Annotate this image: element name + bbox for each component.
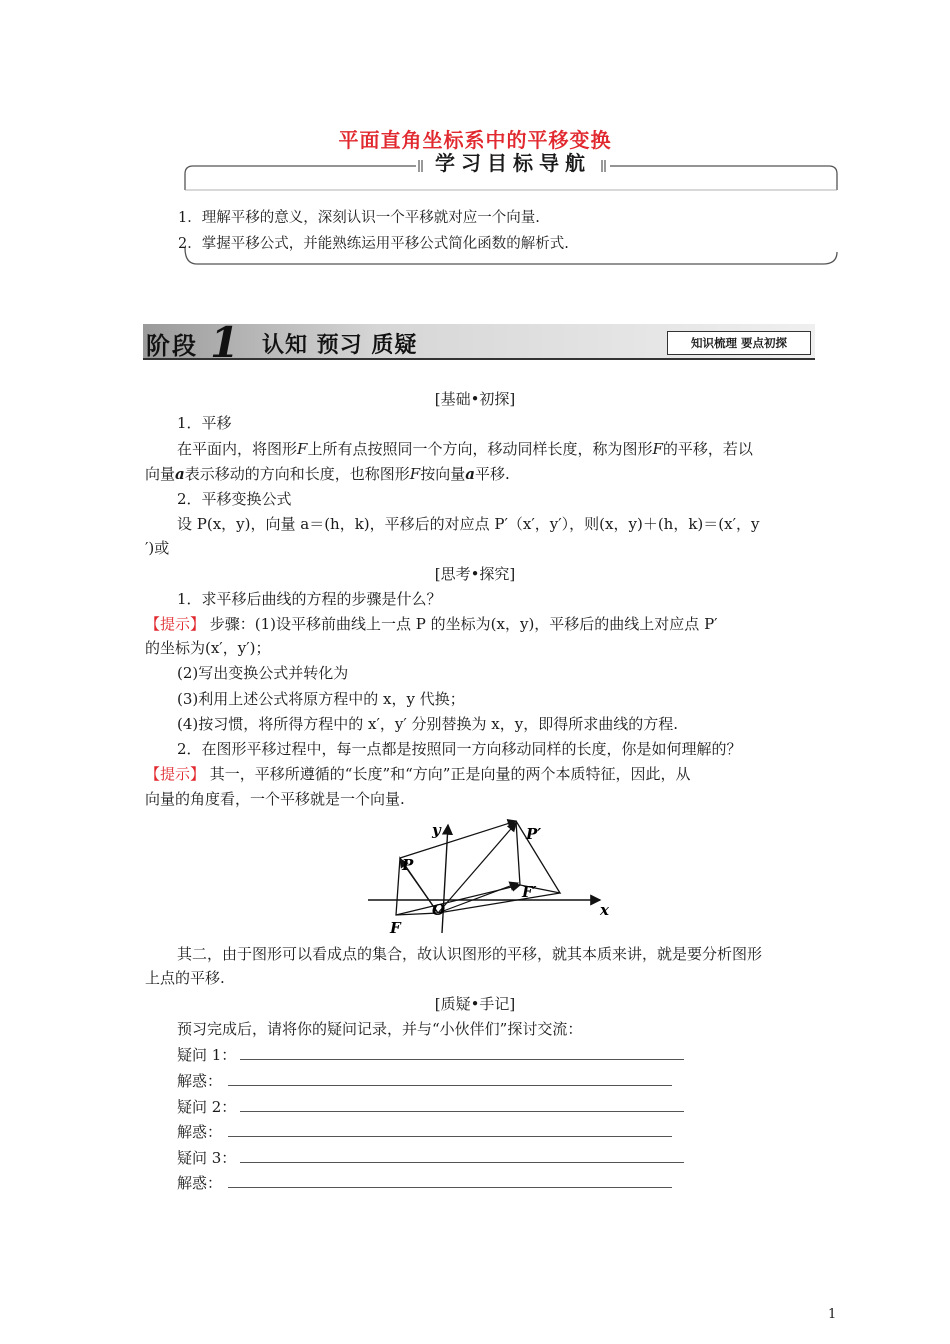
- notes-intro: 预习完成后，请将你的疑问记录，并与“小伙伴们”探讨交流：: [177, 1020, 583, 1038]
- item-2-formula-line2: ′)或: [145, 539, 170, 557]
- section-basics: [基础•初探]: [434, 390, 516, 408]
- answer-2-line1: 【提示】 其一，平移所遵循的“长度”和“方向”正是向量的两个本质特征，因此，从: [145, 765, 691, 783]
- page-title: 平面直角坐标系中的平移变换: [338, 128, 612, 152]
- O-label: O: [432, 901, 446, 919]
- P-label: P: [402, 856, 414, 874]
- answer-label: 解惑：: [177, 1174, 223, 1192]
- item-1-title: 1．平移: [177, 414, 232, 432]
- stage-label: 阶段: [146, 332, 198, 360]
- answer-1-line1: 【提示】 步骤：(1)设平移前曲线上一点 P 的坐标为(x，y)，平移后的曲线上对应点 P′: [145, 615, 718, 633]
- translation-figure: [360, 815, 630, 940]
- section-banner: 学习目标导航: [435, 151, 591, 175]
- item-1-body-line2: 向量a表示移动的方向和长度，也称图形F按向量a平移.: [145, 465, 510, 483]
- answer-1-line2: 的坐标为(x′，y′)；: [145, 639, 271, 657]
- answer-line[interactable]: [228, 1135, 672, 1137]
- answer-label: 解惑：: [177, 1072, 223, 1090]
- question-label: 疑问 2：: [177, 1098, 237, 1116]
- hint-label: 【提示】: [145, 615, 206, 633]
- question-label: 疑问 3：: [177, 1149, 237, 1167]
- F-label: F: [390, 919, 401, 937]
- answer-line[interactable]: [228, 1084, 672, 1086]
- answer-1-step3: (3)利用上述公式将原方程中的 x，y 代换；: [177, 690, 465, 708]
- section-notes: [质疑•手记]: [434, 995, 516, 1013]
- stage-number: 1: [210, 318, 240, 367]
- answer-2-line3: 其二，由于图形可以看成点的集合，故认识图形的平移，就其本质来讲，就是要分析图形: [177, 945, 763, 963]
- item-1-body-line1: 在平面内，将图形F上所有点按照同一个方向，移动同样长度，称为图形F的平移，若以: [177, 440, 753, 458]
- x-label: x: [600, 901, 609, 919]
- P-prime-label: P′: [526, 825, 542, 843]
- goal-item-2: 2．掌握平移公式，并能熟练运用平移公式简化函数的解析式.: [178, 236, 569, 252]
- answer-label: 解惑：: [177, 1123, 223, 1141]
- hint-label: 【提示】: [145, 765, 206, 783]
- item-2-title: 2．平移变换公式: [177, 490, 292, 508]
- stage-title: 认知 预习 质疑: [262, 333, 418, 358]
- answer-2-line4: 上点的平移.: [145, 969, 225, 987]
- goal-item-1: 1．理解平移的意义，深刻认识一个平移就对应一个向量.: [178, 210, 540, 226]
- page-number: 1: [828, 1307, 837, 1322]
- question-line[interactable]: [240, 1058, 684, 1060]
- answer-1-step2: (2)写出变换公式并转化为: [177, 664, 349, 682]
- question-line[interactable]: [240, 1161, 684, 1163]
- answer-2-line2: 向量的角度看，一个平移就是一个向量.: [145, 790, 405, 808]
- stage-tag: 知识梳理 要点初探: [667, 331, 811, 355]
- question-line[interactable]: [240, 1110, 684, 1112]
- answer-line[interactable]: [228, 1186, 672, 1188]
- F-prime-label: F′: [522, 883, 537, 901]
- item-2-formula-line1: 设 P(x，y)，向量 a＝(h，k)，平移后的对应点 P′（x′，y′），则(x，y)＋(h，k)＝(x′，y: [177, 515, 760, 533]
- question-1: 1．求平移后曲线的方程的步骤是什么？: [177, 590, 442, 608]
- section-think: [思考•探究]: [434, 565, 516, 583]
- question-2: 2．在图形平移过程中，每一点都是按照同一方向移动同样的长度，你是如何理解的？: [177, 740, 742, 758]
- question-label: 疑问 1：: [177, 1046, 237, 1064]
- y-label: y: [432, 821, 441, 839]
- answer-1-step4: (4)按习惯，将所得方程中的 x′，y′ 分别替换为 x，y，即得所求曲线的方程.: [177, 715, 679, 733]
